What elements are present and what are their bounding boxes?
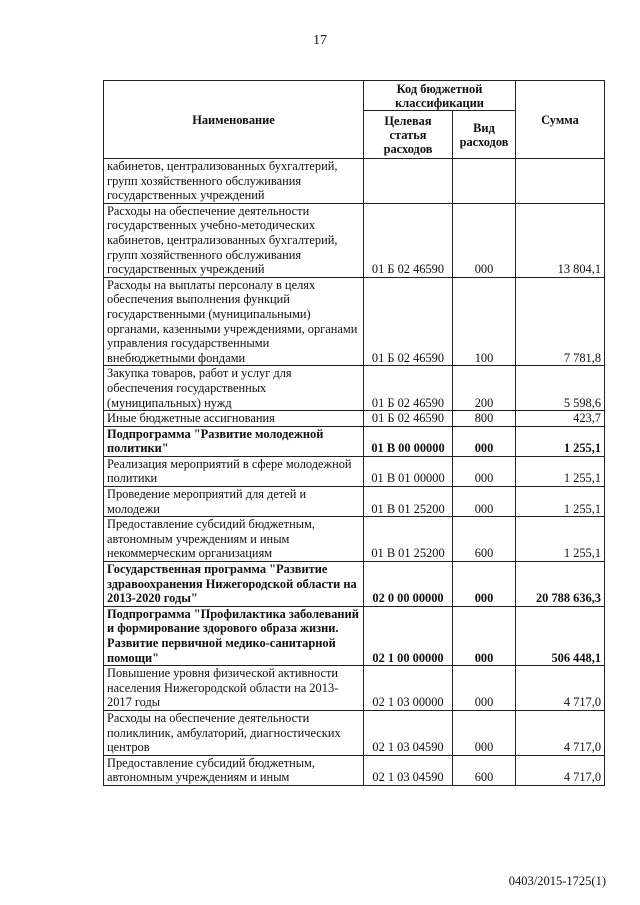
row-target-cell: 01 В 01 00000 (364, 456, 453, 486)
row-kind-cell: 600 (453, 755, 516, 785)
table-row (104, 426, 605, 456)
row-kind-cell: 100 (453, 277, 516, 366)
row-amount-cell: 1 255,1 (516, 456, 605, 486)
row-amount-cell: 4 717,0 (516, 666, 605, 711)
header-kind: Вид расходов (453, 111, 516, 159)
table-row (104, 277, 605, 366)
row-kind-cell: 000 (453, 562, 516, 607)
row-name-cell: Иные бюджетные ассигнования (104, 411, 364, 427)
row-kind-cell: 600 (453, 517, 516, 562)
row-kind-cell: 000 (453, 606, 516, 665)
row-target-cell: 01 В 01 25200 (364, 517, 453, 562)
row-kind-cell: 000 (453, 203, 516, 277)
row-target-cell: 02 1 00 00000 (364, 606, 453, 665)
row-name-cell: Предоставление субсидий бюджетным, автономным учреждениям и иным некоммерческим организациям (104, 517, 364, 562)
table-row (104, 456, 605, 486)
row-amount-cell: 5 598,6 (516, 366, 605, 411)
table-header (104, 81, 605, 159)
row-name-cell: Реализация мероприятий в сфере молодежной политики (104, 456, 364, 486)
document-code: 0403/2015-1725(1) (508, 874, 606, 888)
row-name-cell: Подпрограмма "Развитие молодежной политики" (104, 426, 364, 456)
header-amount: Сумма (516, 81, 605, 159)
row-target-cell: 01 Б 02 46590 (364, 277, 453, 366)
header-code-group: Код бюджетной классификации (364, 81, 516, 111)
page-number: 17 (313, 33, 327, 48)
table-row (104, 203, 605, 277)
row-amount-cell: 4 717,0 (516, 755, 605, 785)
table-row (104, 710, 605, 755)
row-name-cell: Расходы на выплаты персоналу в целях обеспечения выполнения функций государственными (муниципальными) органами, казенными учреждениями, органами управления государственными внебюджетными фондами (104, 277, 364, 366)
row-target-cell: 02 1 03 04590 (364, 755, 453, 785)
row-target-cell (364, 159, 453, 204)
row-amount-cell: 506 448,1 (516, 606, 605, 665)
row-name-cell: Государственная программа "Развитие здравоохранения Нижегородской области на 2013-2020 годы" (104, 562, 364, 607)
row-kind-cell: 000 (453, 426, 516, 456)
table-row (104, 487, 605, 517)
table-row (104, 366, 605, 411)
header-name: Наименование (104, 81, 364, 159)
row-kind-cell: 000 (453, 666, 516, 711)
row-amount-cell (516, 159, 605, 204)
row-target-cell: 02 1 03 00000 (364, 666, 453, 711)
table-row (104, 606, 605, 665)
table-body (104, 159, 605, 786)
table-row (104, 666, 605, 711)
row-name-cell: Расходы на обеспечение деятельности поликлиник, амбулаторий, диагностических центров (104, 710, 364, 755)
row-target-cell: 01 В 00 00000 (364, 426, 453, 456)
row-name-cell: Закупка товаров, работ и услуг для обеспечения государственных (муниципальных) нужд (104, 366, 364, 411)
row-target-cell: 01 Б 02 46590 (364, 366, 453, 411)
row-amount-cell: 423,7 (516, 411, 605, 427)
row-target-cell: 01 Б 02 46590 (364, 203, 453, 277)
row-target-cell: 02 0 00 00000 (364, 562, 453, 607)
table-row (104, 517, 605, 562)
row-amount-cell: 13 804,1 (516, 203, 605, 277)
table-row (104, 562, 605, 607)
row-kind-cell: 200 (453, 366, 516, 411)
row-target-cell: 01 Б 02 46590 (364, 411, 453, 427)
row-amount-cell: 1 255,1 (516, 487, 605, 517)
row-target-cell: 02 1 03 04590 (364, 710, 453, 755)
row-kind-cell: 000 (453, 456, 516, 486)
row-name-cell: Расходы на обеспечение деятельности государственных учебно-методических кабинетов, централизованных бухгалтерий, групп хозяйственного обслуживания государственных учреждений (104, 203, 364, 277)
row-amount-cell: 4 717,0 (516, 710, 605, 755)
row-name-cell: Подпрограмма "Профилактика заболеваний и формирование здорового образа жизни. Развитие первичной медико-санитарной помощи" (104, 606, 364, 665)
row-name-cell: кабинетов, централизованных бухгалтерий, групп хозяйственного обслуживания государственных учреждений (104, 159, 364, 204)
row-amount-cell: 1 255,1 (516, 517, 605, 562)
row-amount-cell: 7 781,8 (516, 277, 605, 366)
row-name-cell: Проведение мероприятий для детей и молодежи (104, 487, 364, 517)
row-amount-cell: 20 788 636,3 (516, 562, 605, 607)
row-name-cell: Повышение уровня физической активности населения Нижегородской области на 2013-2017 годы (104, 666, 364, 711)
table-row (104, 755, 605, 785)
table-row (104, 411, 605, 427)
budget-table (103, 80, 605, 786)
row-kind-cell: 000 (453, 487, 516, 517)
row-target-cell: 01 В 01 25200 (364, 487, 453, 517)
row-amount-cell: 1 255,1 (516, 426, 605, 456)
row-name-cell: Предоставление субсидий бюджетным, автономным учреждениям и иным (104, 755, 364, 785)
row-kind-cell (453, 159, 516, 204)
row-kind-cell: 000 (453, 710, 516, 755)
header-target: Целевая статья расходов (364, 111, 453, 159)
table-row (104, 159, 605, 204)
row-kind-cell: 800 (453, 411, 516, 427)
